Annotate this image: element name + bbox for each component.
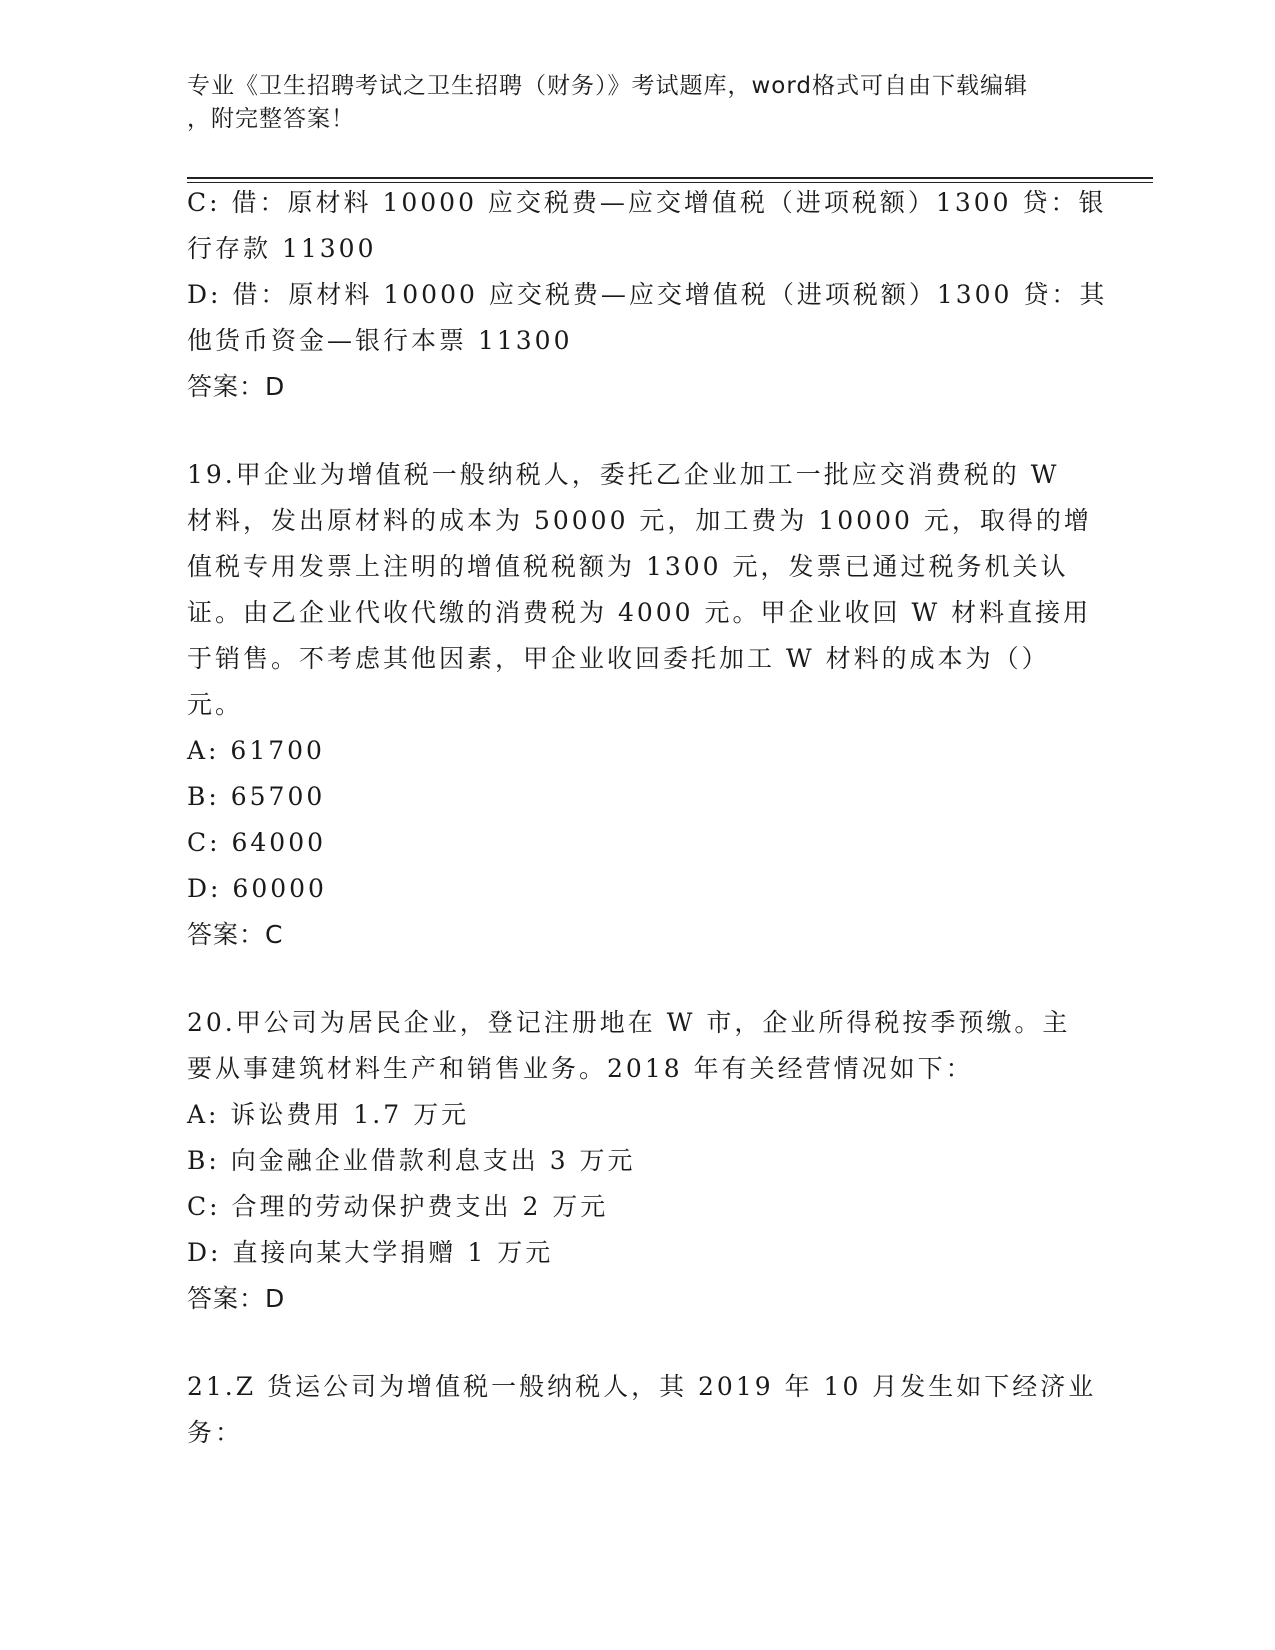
option-c: C: 64000 xyxy=(187,828,327,857)
question-stem-line: 19.甲企业为增值税一般纳税人，委托乙企业加工一批应交消费税的 W xyxy=(187,460,1060,489)
question-stem-line: 20.甲公司为居民企业，登记注册地在 W 市，企业所得税按季预缴。主 xyxy=(187,1008,1071,1037)
header-divider-thick xyxy=(187,177,1153,179)
answer-label: 答案：D xyxy=(187,1284,286,1313)
header-line-2: ，附完整答案！ xyxy=(187,106,355,132)
question-stem-line: 元。 xyxy=(187,690,244,719)
header-line-1: 专业《卫生招聘考试之卫生招聘（财务）》考试题库，word格式可自由下载编辑 xyxy=(187,73,1029,99)
question-20 xyxy=(187,1000,1087,1322)
document-header xyxy=(187,70,1067,136)
option-a: A: 诉讼费用 1.7 万元 xyxy=(187,1100,470,1129)
question-stem-line: 证。由乙企业代收代缴的消费税为 4000 元。甲企业收回 W 材料直接用 xyxy=(187,598,1092,627)
option-d-line-2: 他货币资金—银行本票 11300 xyxy=(187,326,573,355)
prev-question-tail xyxy=(187,180,1108,410)
question-stem-line: 材料，发出原材料的成本为 50000 元，加工费为 10000 元，取得的增 xyxy=(187,506,1092,535)
question-21 xyxy=(187,1364,1097,1456)
option-d: D: 直接向某大学捐赠 1 万元 xyxy=(187,1238,554,1267)
answer-label: 答案：D xyxy=(187,372,286,401)
option-b: B: 65700 xyxy=(187,782,326,811)
option-c-line-2: 行存款 11300 xyxy=(187,234,377,263)
question-content xyxy=(187,180,1108,1456)
answer-label: 答案：C xyxy=(187,920,284,949)
option-c: C: 合理的劳动保护费支出 2 万元 xyxy=(187,1192,609,1221)
question-stem-line: 务： xyxy=(187,1418,244,1447)
question-stem-line: 于销售。不考虑其他因素，甲企业收回委托加工 W 材料的成本为（） xyxy=(187,644,1050,673)
question-stem-line: 要从事建筑材料生产和销售业务。2018 年有关经营情况如下： xyxy=(187,1054,974,1083)
option-b: B: 向金融企业借款利息支出 3 万元 xyxy=(187,1146,636,1175)
question-stem-line: 值税专用发票上注明的增值税税额为 1300 元，发票已通过税务机关认 xyxy=(187,552,1069,581)
option-d: D: 60000 xyxy=(187,874,327,903)
option-c-line-1: C: 借：原材料 10000 应交税费—应交增值税（进项税额）1300 贷：银 xyxy=(187,188,1107,217)
question-stem-line: 21.Z 货运公司为增值税一般纳税人，其 2019 年 10 月发生如下经济业 xyxy=(187,1372,1097,1401)
option-d-line-1: D: 借：原材料 10000 应交税费—应交增值税（进项税额）1300 贷：其 xyxy=(187,280,1108,309)
question-19 xyxy=(187,452,1092,958)
option-a: A: 61700 xyxy=(187,736,325,765)
